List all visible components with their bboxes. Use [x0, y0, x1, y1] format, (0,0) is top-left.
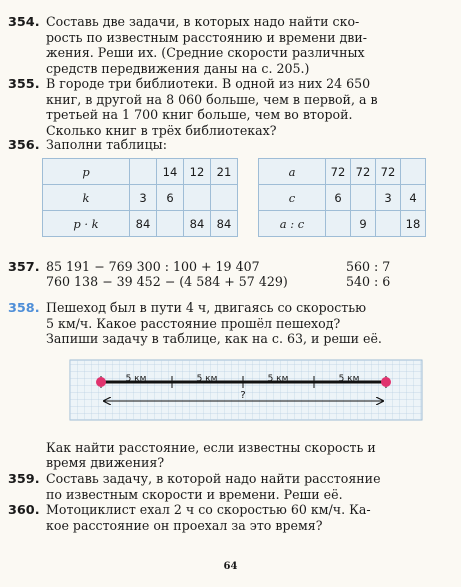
problem-text-line: Пешеход был в пути 4 ч, двигаясь со скоростью: [46, 300, 367, 315]
table-cell[interactable]: 12: [184, 159, 211, 185]
problem-number: 359.: [8, 472, 40, 487]
table-cell[interactable]: 9: [351, 211, 376, 237]
table-cell[interactable]: 84: [130, 211, 157, 237]
table-cell[interactable]: 14: [157, 159, 184, 185]
table-cell[interactable]: 3: [130, 185, 157, 211]
expression: 760 138 − 39 452 − (4 584 + 57 429): [46, 274, 288, 289]
table-cell[interactable]: 6: [157, 185, 184, 211]
table-cell[interactable]: 84: [184, 211, 211, 237]
problem-title: Заполни таблицы:: [46, 137, 167, 152]
expression: 540 : 6: [346, 274, 391, 289]
table-cell[interactable]: 4: [401, 185, 426, 211]
table-cell[interactable]: 21: [211, 159, 238, 185]
segment-label: 5 км: [196, 374, 218, 384]
table-cell: a : c: [259, 211, 326, 237]
problem-text-line: по известным скорости и времени. Реши её.: [46, 487, 343, 503]
table-cell: p · k: [43, 211, 130, 237]
problem-text-line: жения. Реши их. (Средние скорости различных: [46, 45, 365, 61]
problem-number: 356.: [8, 138, 40, 153]
segment-label: 5 км: [267, 374, 289, 384]
page-number: 64: [223, 561, 238, 572]
problem-text-line: третьей на 1 700 книг больше, чем во второй.: [46, 107, 353, 123]
problem-text-line: В городе три библиотеки. В одной из них 24 650: [46, 76, 371, 91]
table-cell: k: [43, 185, 130, 211]
segment-label: 5 км: [338, 374, 360, 384]
problem-number: 354.: [8, 15, 40, 30]
problem-359: [8, 471, 454, 502]
table-cell: a: [259, 159, 326, 185]
unknown-distance-label: ?: [240, 390, 246, 401]
table-cell[interactable]: 3: [376, 185, 401, 211]
problem-text-line: 5 км/ч. Какое расстояние прошёл пешеход?: [46, 316, 341, 332]
problem-text-line: книг, в другой на 8 060 больше, чем в первой, а в: [46, 92, 378, 108]
problem-360: [8, 502, 454, 533]
table-cell[interactable]: 72: [376, 159, 401, 185]
expression: 560 : 7: [346, 259, 391, 274]
problem-number: 355.: [8, 77, 40, 92]
problem-number: 358.: [8, 301, 40, 316]
table-cell[interactable]: 6: [326, 185, 351, 211]
segment-label: 5 км: [125, 374, 147, 384]
table-cell[interactable]: 72: [351, 159, 376, 185]
table-cell[interactable]: 72: [326, 159, 351, 185]
end-point: [381, 377, 391, 387]
problem-text-line: рость по известным расстоянию и времени дви-: [46, 30, 368, 46]
problem-text-line: Мотоциклист ехал 2 ч со скоростью 60 км/ч. Ка-: [46, 502, 371, 517]
problem-number: 360.: [8, 503, 40, 518]
table-cell[interactable]: 18: [401, 211, 426, 237]
problem-text-line: средств передвижения даны на с. 205.): [46, 60, 310, 76]
problem-number: 357.: [8, 260, 40, 275]
start-point: [96, 377, 106, 387]
problem-text-line: кое расстояние он проехал за это время?: [46, 518, 323, 534]
question-text-line: время движения?: [46, 455, 165, 471]
question-text-line: Как найти расстояние, если известны скорость и: [46, 440, 376, 455]
grid-lines: [70, 360, 422, 420]
table-cell[interactable]: 84: [211, 211, 238, 237]
review-question: [8, 440, 454, 470]
problem-text-line: Составь задачу, в которой надо найти расстояние: [46, 471, 381, 486]
problem-text-line: Составь две задачи, в которых надо найти ско-: [46, 14, 360, 29]
expression: 85 191 − 769 300 : 100 + 19 407: [46, 259, 260, 274]
table-cell: p: [43, 159, 130, 185]
table-cell: c: [259, 185, 326, 211]
problem-text-line: Запиши задачу в таблице, как на с. 63, и реши её.: [46, 331, 382, 347]
problem-text-line: Сколько книг в трёх библиотеках?: [46, 122, 277, 138]
